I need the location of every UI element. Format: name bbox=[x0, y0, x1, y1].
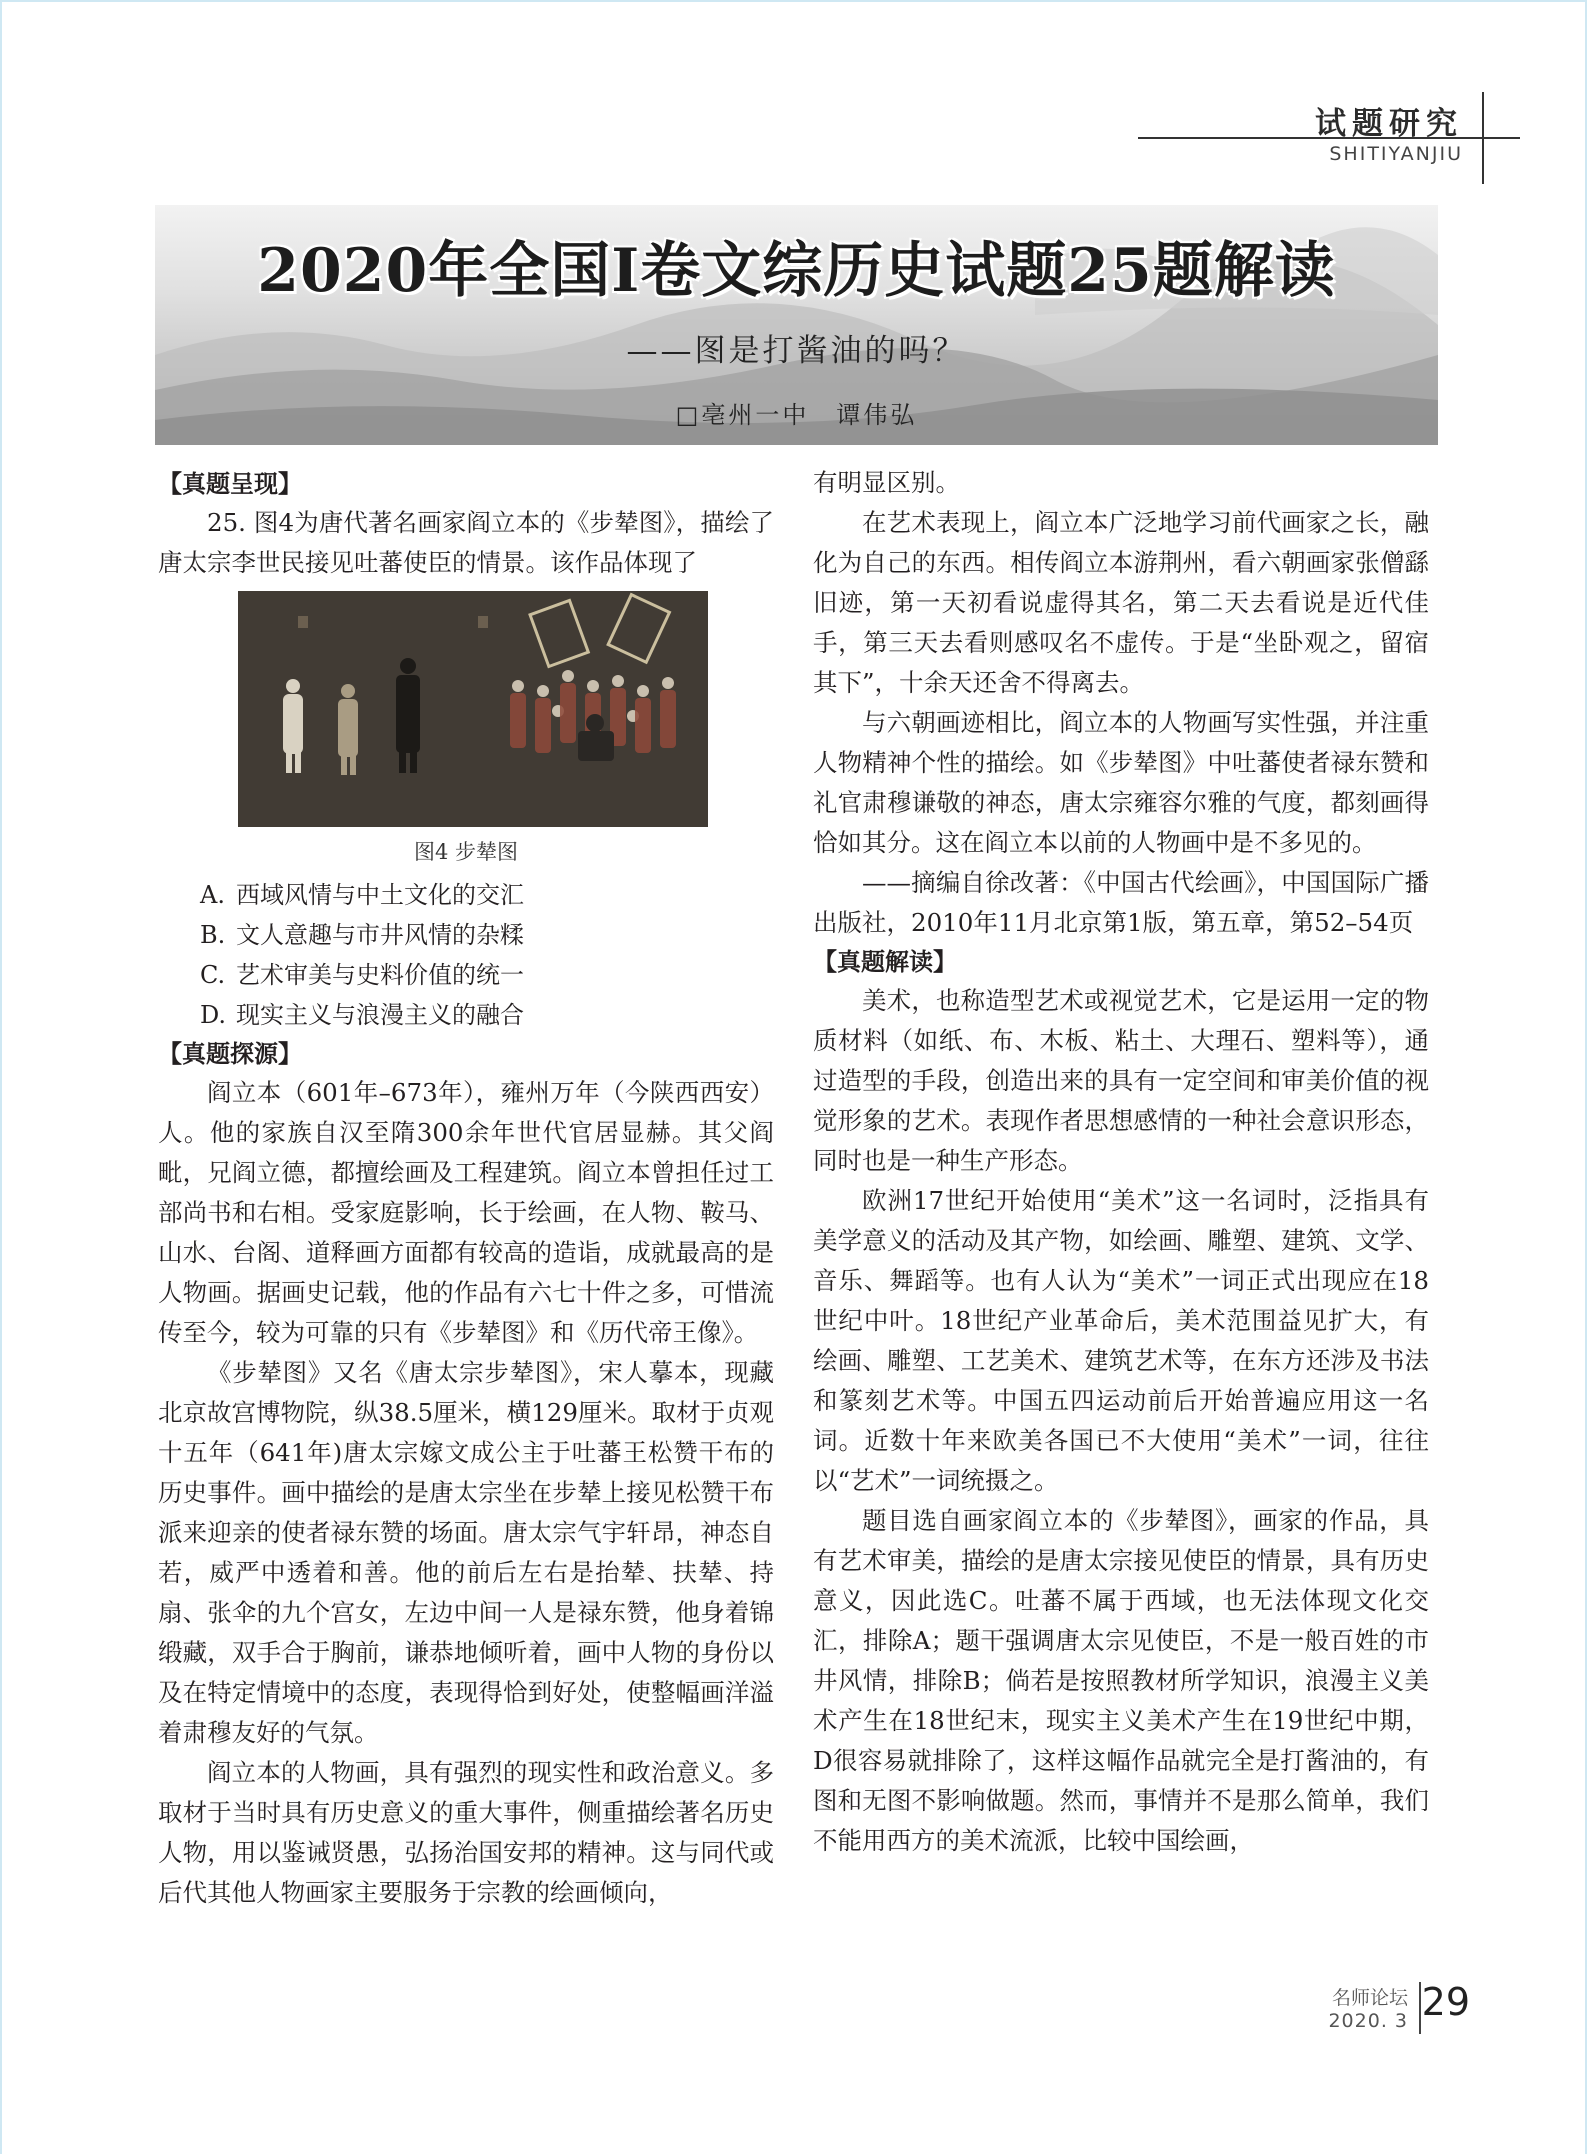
option-c-text: 艺术审美与史料价值的统一 bbox=[236, 961, 524, 989]
option-b-letter: B. bbox=[200, 921, 226, 949]
paragraph-painting-description: 《步辇图》又名《唐太宗步辇图》，宋人摹本，现藏北京故宫博物院，纵38.5厘米，横129厘米。取材于贞观十五年（641年)唐太宗嫁文成公主于吐蕃王松赞干布的历史事件。画中描绘的是唐太宗坐在步辇上接见松赞干布派来迎亲的使者禄东赞的场面。唐太宗气宇轩昂，神态自若，威严中透着和善。他的前后左右是抬辇、扶辇、持扇、张伞的九个宫女，左边中间一人是禄东赞，他身着锦缎藏，双手合于胸前，谦恭地倾听着，画中人物的身份以及在特定情境中的态度，表现得恰到好处，使整幅画洋溢着肃穆友好的气氛。 bbox=[158, 1358, 774, 1747]
section-pinyin: SHITIYANJIU bbox=[1329, 143, 1463, 165]
paragraph-answer-analysis: 题目选自画家阎立本的《步辇图》，画家的作品，具有艺术审美，描绘的是唐太宗接见使臣的情景，具有历史意义，因此选C。吐蕃不属于西域，也无法体现文化交汇，排除A；题干强调唐太宗见使臣，不是一般百姓的市井风情，排除B；倘若是按照教材所学知识，浪漫主义美术产生在18世纪末，现实主义美术产生在19世纪中期，D很容易就排除了，这样这幅作品就完全是打酱油的，有图和无图不影响做题。然而，事情并不是那么简单，我们不能用西方的美术流派，比较中国绘画， bbox=[813, 1506, 1429, 1855]
paragraph-comparison: 与六朝画迹相比，阎立本的人物画写实性强，并注重人物精神个性的描绘。如《步辇图》中吐蕃使者禄东赞和礼官肃穆谦敬的神态，唐太宗雍容尔雅的气度，都刻画得恰如其分。这在阎立本以前的人物画中是不多见的。 bbox=[813, 708, 1429, 857]
right-column bbox=[813, 463, 1429, 1861]
issue-date: 2020. 3 bbox=[1328, 2010, 1408, 2032]
paragraph-realism: 阎立本的人物画，具有强烈的现实性和政治意义。多取材于当时具有历史意义的重大事件，侧重描绘著名历史人物，用以鉴诫贤愚，弘扬治国安邦的精神。这与同代或后代其他人物画家主要服务于宗教的绘画倾向， bbox=[158, 1758, 774, 1907]
heading-question: 【真题呈现】 bbox=[158, 469, 302, 498]
heading-source: 【真题探源】 bbox=[158, 1039, 302, 1068]
option-c-letter: C. bbox=[200, 961, 226, 989]
title-banner bbox=[155, 205, 1438, 445]
painting-figure bbox=[238, 591, 708, 827]
option-a-text: 西域风情与中土文化的交汇 bbox=[236, 881, 524, 909]
page-footer bbox=[1300, 1978, 1500, 2048]
option-d-text: 现实主义与浪漫主义的融合 bbox=[236, 1001, 524, 1029]
article-title: 2020年全国I卷文综历史试题25题解读 bbox=[257, 236, 1336, 306]
section-title: 试题研究 bbox=[1315, 106, 1463, 142]
painting-image bbox=[238, 591, 708, 827]
option-b bbox=[200, 915, 774, 955]
option-a-letter: A. bbox=[200, 881, 225, 909]
crop-line-top bbox=[0, 0, 1587, 2]
citation: ——摘编自徐改著：《中国古代绘画》，中国国际广播出版社，2010年11月北京第1版，第五章，第52–54页 bbox=[813, 868, 1429, 937]
article-byline: □亳州一中 谭伟弘 bbox=[675, 401, 918, 429]
section-header bbox=[1100, 88, 1520, 188]
option-a bbox=[200, 875, 774, 915]
option-d bbox=[200, 995, 774, 1035]
paragraph-continuation: 有明显区别。 bbox=[813, 468, 960, 497]
section-divider bbox=[1482, 92, 1484, 184]
paragraph-art-definition: 美术，也称造型艺术或视觉艺术，它是运用一定的物质材料（如纸、布、木板、粘土、大理石、塑料等），通过造型的手段，创造出来的具有一定空间和审美价值的视觉形象的艺术。表现作者思想感情的一种社会意识形态，同时也是一种生产形态。 bbox=[813, 986, 1429, 1175]
paragraph-biography: 阎立本（601年–673年），雍州万年（今陕西西安）人。他的家族自汉至隋300余年世代官居显赫。其父阎毗，兄阎立德，都擅绘画及工程建筑。阎立本曾担任过工部尚书和右相。受家庭影响，长于绘画，在人物、鞍马、山水、台阁、道释画方面都有较高的造诣，成就最高的是人物画。据画史记载，他的作品有六七十件之多，可惜流传至今，较为可靠的只有《步辇图》和《历代帝王像》。 bbox=[158, 1078, 774, 1347]
figure-caption: 图4 步辇图 bbox=[413, 840, 519, 864]
section-rule bbox=[1138, 137, 1520, 139]
page-number: 29 bbox=[1421, 1980, 1470, 2024]
left-column bbox=[158, 465, 774, 1913]
question-stem: 25. 图4为唐代著名画家阎立本的《步辇图》，描绘了唐太宗李世民接见吐蕃使臣的情景。该作品体现了 bbox=[158, 508, 774, 577]
paragraph-artistic-expression: 在艺术表现上，阎立本广泛地学习前代画家之长，融化为自己的东西。相传阎立本游荆州，看六朝画家张僧繇旧迹，第一天初看说虚得其名，第二天去看说是近代佳手，第三天去看则感叹名不虚传。于是“坐卧观之，留宿其下”，十余天还舍不得离去。 bbox=[813, 508, 1429, 697]
article-subtitle: ——图是打酱油的吗？ bbox=[626, 333, 967, 369]
paragraph-term-history: 欧洲17世纪开始使用“美术”这一名词时，泛指具有美学意义的活动及其产物，如绘画、雕塑、建筑、文学、音乐、舞蹈等。也有人认为“美术”一词正式出现应在18世纪中叶。18世纪产业革命后，美术范围益见扩大，有绘画、雕塑、工艺美术、建筑艺术等，在东方还涉及书法和篆刻艺术等。中国五四运动前后开始普遍应用这一名词。近数十年来欧美各国已不大使用“美术”一词，往往以“艺术”一词统摄之。 bbox=[813, 1186, 1429, 1495]
journal-name: 名师论坛 bbox=[1331, 1987, 1408, 2009]
heading-interpretation: 【真题解读】 bbox=[813, 947, 957, 976]
option-d-letter: D. bbox=[200, 1001, 227, 1029]
crop-line-left bbox=[0, 0, 2, 2154]
option-b-text: 文人意趣与市井风情的杂糅 bbox=[236, 921, 524, 949]
option-c bbox=[200, 955, 774, 995]
